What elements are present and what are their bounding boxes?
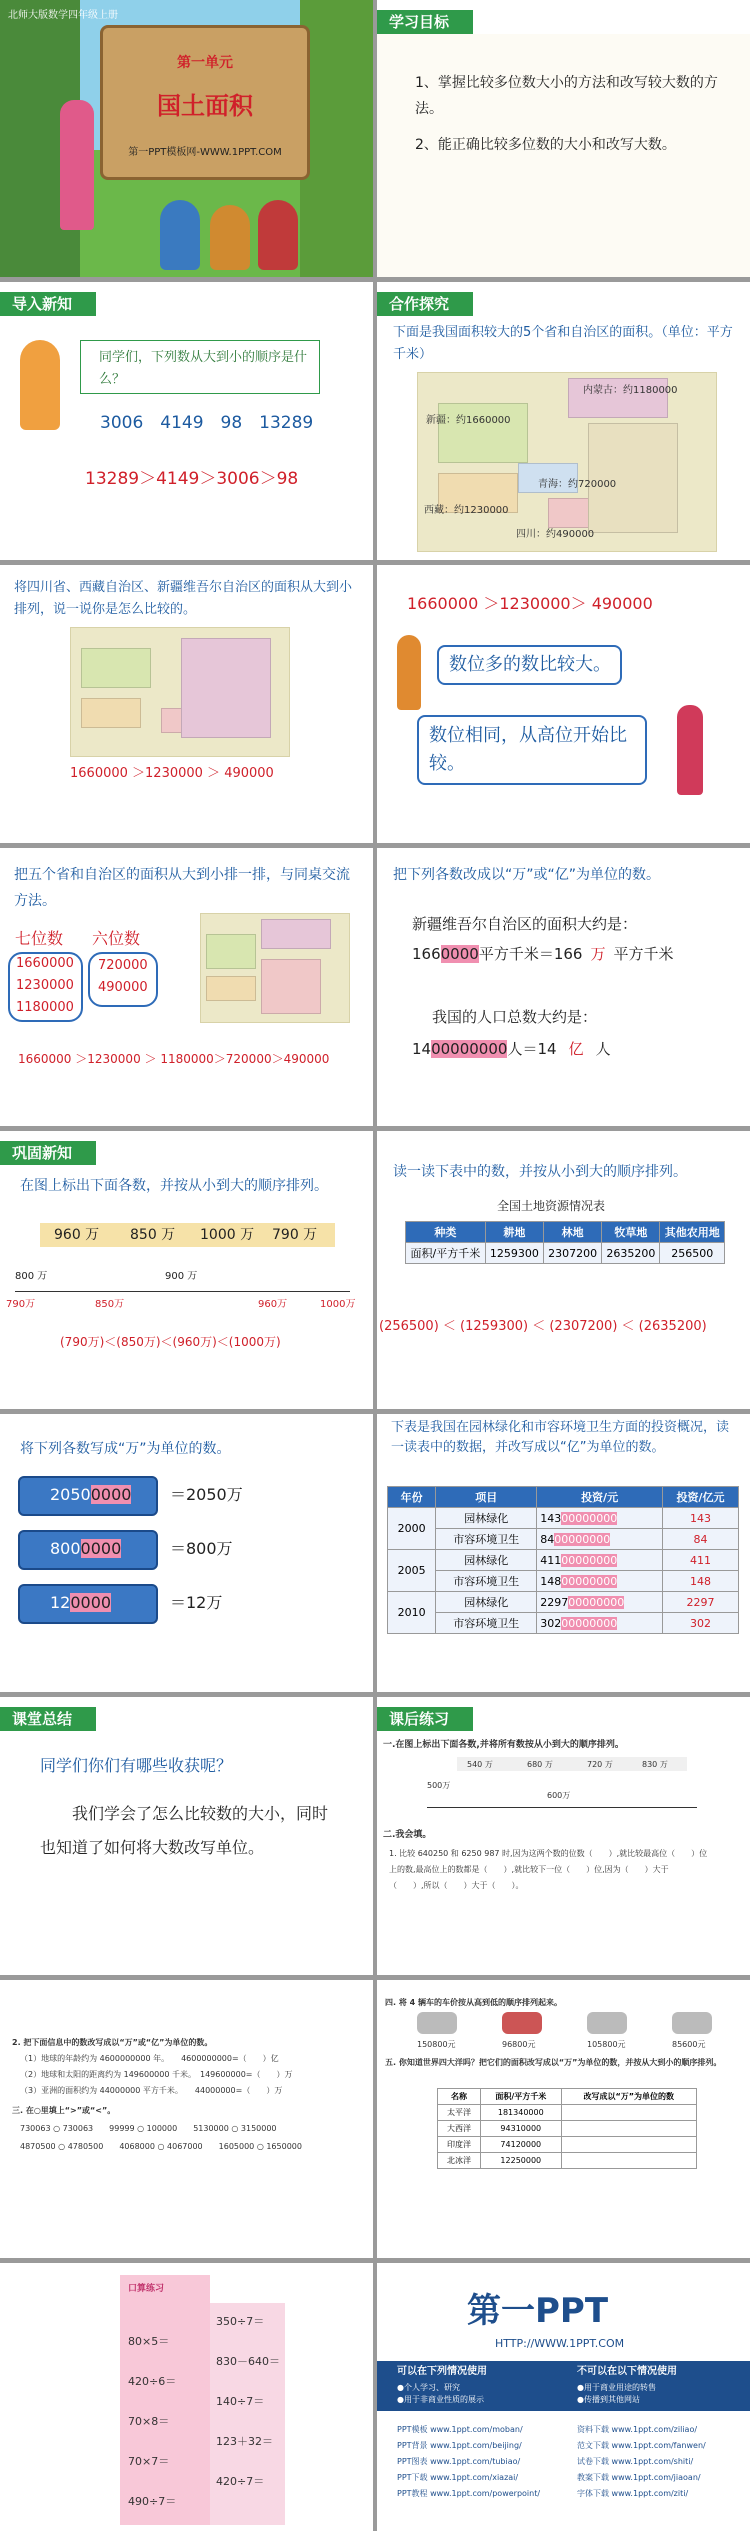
ws-line: （3）亚洲的面积约为 44000000 平方千米。 44000000=（ ）万 — [20, 2086, 283, 2095]
table-text: 读一读下表中的数，并按从小到大的顺序排列。 — [393, 1164, 687, 1180]
sort-text: 把五个省和自治区的面积从大到小排一排，与同桌交流方法。 — [14, 867, 350, 909]
ws-line: （ ）,所以（ ）大于（ ）。 — [389, 1881, 524, 1890]
footer-link[interactable]: PPT背景 www.1ppt.com/beijing/ — [397, 2441, 522, 2450]
sort-answer: 1660000 ＞1230000 ＞ 1180000＞720000＞490000 — [18, 1052, 330, 1066]
slide-objectives — [377, 0, 750, 277]
calc-item: 140÷7＝ — [216, 2395, 265, 2408]
tree-right — [300, 0, 373, 277]
line-1: 新疆维吾尔自治区的面积大约是： — [412, 915, 638, 933]
slide-homework-2 — [0, 1980, 373, 2258]
table-header: 面积/平方千米 — [481, 2089, 561, 2105]
footer-link[interactable]: 试卷下载 www.1ppt.com/shiti/ — [577, 2457, 694, 2466]
mark-label: 960万 — [258, 1299, 288, 1310]
table-cell: 面积/平方千米 — [406, 1243, 486, 1264]
section-header: 合作探究 — [377, 292, 473, 316]
table-caption: 全国土地资源情况表 — [497, 1199, 606, 1213]
table-cell: 74120000 — [481, 2137, 561, 2153]
speech-bubble-1 — [437, 645, 622, 685]
land-table — [405, 1221, 725, 1264]
label-sichuan: 四川：约490000 — [516, 529, 595, 540]
mark-label: 1000万 — [320, 1299, 356, 1310]
car-icon — [672, 2012, 712, 2034]
value-item: 1000 万 — [200, 1227, 255, 1243]
calc-item: 420÷6＝ — [128, 2375, 177, 2388]
compare-top: 1660000 ＞1230000＞ 490000 — [407, 594, 653, 613]
zero-part: 0000 — [80, 1539, 122, 1558]
wan-answer: ＝12万 — [170, 1593, 223, 1612]
value-item: 790 万 — [272, 1227, 318, 1243]
table-cell: 大西洋 — [438, 2121, 481, 2137]
bubble-text-1: 数位多的数比较大。 — [449, 654, 611, 675]
rewrite-text: 把下列各数改成以“万”或“亿”为单位的数。 — [393, 867, 661, 883]
equal-part: 平方千米＝166 — [478, 945, 583, 963]
car-icon — [587, 2012, 627, 2034]
order-item: (2635200) — [638, 1319, 707, 1334]
number-line — [15, 1291, 350, 1292]
num-part: 2050 — [50, 1485, 91, 1504]
table-cell: 256500 — [660, 1243, 725, 1264]
footer-link[interactable]: 范文下载 www.1ppt.com/fanwen/ — [577, 2441, 706, 2450]
ws-line: 二.我会填。 — [383, 1830, 432, 1840]
slide-compare-1 — [0, 565, 373, 843]
ws-line: 730063 ○ 730063 99999 ○ 100000 5130000 ○ 3150000 — [20, 2124, 277, 2133]
ws-line: 一.在图上标出下面各数,并将所有数按从小到大的顺序排列。 — [383, 1740, 624, 1750]
goal-1: 1、掌握比较多位数大小的方法和改写较大数的方法。 — [415, 75, 718, 117]
mark-label: 790万 — [6, 1299, 36, 1310]
wan-answer: ＝800万 — [170, 1539, 233, 1558]
num-part: 12 — [50, 1593, 71, 1612]
table-cell: 148 — [662, 1571, 738, 1592]
slide-oral-calc — [0, 2263, 373, 2531]
table-cell: 2010 — [388, 1592, 436, 1634]
usage-item: ●用于商业用途的转售 — [577, 2383, 656, 2392]
group-1-head: 七位数 — [15, 929, 64, 948]
table-cell: 2000 — [388, 1508, 436, 1550]
card-header: 口算练习 — [128, 2284, 165, 2294]
table-header: 投资/亿元 — [662, 1487, 738, 1508]
slide-invest — [377, 1414, 750, 1692]
group-2-head: 六位数 — [92, 929, 141, 948]
table-cell: 市容环境卫生 — [436, 1571, 537, 1592]
group-2-box — [88, 952, 158, 1007]
footer-link[interactable]: PPT图表 www.1ppt.com/tubiao/ — [397, 2457, 521, 2466]
table-cell: 2307200 — [544, 1243, 602, 1264]
order-item: (256500) — [379, 1319, 439, 1334]
region-xinjiang — [81, 648, 151, 688]
ws-strip — [457, 1757, 687, 1771]
zero-part: 0000 — [90, 1485, 132, 1504]
ws-line: （1）地球的年龄约为 4600000000 年。 4600000000=（ ）亿 — [20, 2054, 279, 2063]
region-xizang — [81, 698, 141, 728]
label-qinghai: 青海：约720000 — [538, 479, 617, 490]
calc-item: 420÷7＝ — [216, 2475, 265, 2488]
value-item: 850 万 — [130, 1227, 176, 1243]
table-cell: 园林绿化 — [436, 1508, 537, 1529]
slide-wan — [0, 1414, 373, 1692]
table-cell: 太平洋 — [438, 2105, 481, 2121]
car-price: 105800元 — [587, 2040, 626, 2049]
slide-practice-1 — [0, 1131, 373, 1409]
table-cell: 143 — [540, 1511, 562, 1525]
calc-item: 70×8＝ — [128, 2415, 170, 2428]
usage-forbidden: 不可以在以下情况使用 — [577, 2366, 677, 2377]
table-cell: 84 — [662, 1529, 738, 1550]
value-strip — [40, 1223, 335, 1247]
car-icon — [417, 2012, 457, 2034]
zero-part: 0000 — [440, 945, 479, 963]
car-price: 85600元 — [672, 2040, 706, 2049]
calc-item: 80×5＝ — [128, 2335, 170, 2348]
order-item: (2307200) — [549, 1319, 618, 1334]
brand-logo: 第一PPT — [467, 2291, 609, 2331]
child-figure — [160, 200, 200, 270]
table-cell: 12250000 — [481, 2153, 561, 2169]
footer-link[interactable]: 资料下载 www.1ppt.com/ziliao/ — [577, 2425, 698, 2434]
footer-link[interactable]: 字体下载 www.1ppt.com/ziti/ — [577, 2489, 689, 2498]
table-cell: 94310000 — [481, 2121, 561, 2137]
table-header: 林地 — [544, 1222, 602, 1243]
table-cell: 143 — [662, 1508, 738, 1529]
value-item: 680 万 — [527, 1760, 553, 1769]
child-figure — [258, 200, 298, 270]
section-header: 导入新知 — [0, 292, 96, 316]
table-cell: 2297 — [540, 1595, 569, 1609]
teacher-figure — [60, 100, 94, 230]
number-card — [18, 1584, 158, 1624]
card-left — [120, 2275, 210, 2525]
region-xinjiang — [206, 934, 256, 969]
explore-text: 下面是我国面积较大的5个省和自治区的面积。（单位：平方千米） — [393, 325, 733, 362]
compare-text: 将四川省、西藏自治区、新疆维吾尔自治区的面积从大到小排列，说一说你是怎么比较的。 — [14, 580, 353, 617]
ws-line: （2）地球和太阳的距离约为 149600000 千米。 149600000=（ ）万 — [20, 2070, 293, 2079]
child-figure — [210, 205, 250, 270]
num-part: 14 — [412, 1040, 432, 1058]
table-header: 耕地 — [485, 1222, 543, 1243]
car-icon — [502, 2012, 542, 2034]
group-1-item: 1230000 — [16, 978, 74, 993]
table-header: 项目 — [436, 1487, 537, 1508]
land-order: (256500) ＜ (1259300) ＜ (2307200) ＜ (2635200) — [379, 1319, 707, 1334]
value-item: 960 万 — [54, 1227, 100, 1243]
section-header: 课后练习 — [377, 1707, 473, 1731]
slide-title — [0, 0, 373, 277]
table-cell: 印度洋 — [438, 2137, 481, 2153]
usage-bar — [377, 2361, 750, 2411]
line-4 — [412, 1038, 611, 1060]
table-cell: 302 — [662, 1613, 738, 1634]
line-2 — [412, 943, 674, 965]
order-item: (1259300) — [460, 1319, 529, 1334]
calc-item: 490÷7＝ — [128, 2495, 177, 2508]
tick-label: 900 万 — [165, 1271, 198, 1282]
practice-text: 在图上标出下面各数，并按从小到大的顺序排列。 — [20, 1178, 328, 1194]
table-cell: 2635200 — [602, 1243, 660, 1264]
equal-part: 人＝14 — [507, 1040, 557, 1058]
wan-text: 将下列各数写成“万”为单位的数。 — [20, 1441, 231, 1457]
compare-answer: 1660000 ＞1230000 ＞ 490000 — [70, 766, 274, 781]
slide-homework-3 — [377, 1980, 750, 2258]
unit-label: 第一单元 — [177, 55, 233, 71]
label-xizang: 西藏：约1230000 — [424, 505, 509, 516]
site-label: 第一PPT模板网-WWW.1PPT.COM — [128, 147, 282, 158]
table-header: 其他农用地 — [660, 1222, 725, 1243]
calc-item: 70×7＝ — [128, 2455, 170, 2468]
table-cell: 园林绿化 — [436, 1550, 537, 1571]
section-header: 课堂总结 — [0, 1707, 96, 1731]
group-1-box — [8, 952, 83, 1022]
footer-link[interactable]: PPT下载 www.1ppt.com/xiazai/ — [397, 2473, 519, 2482]
mark-label: 850万 — [95, 1299, 125, 1310]
slide-brand — [377, 2263, 750, 2531]
table-cell: 148 — [540, 1574, 562, 1588]
slide-land-table — [377, 1131, 750, 1409]
table-cell: 181340000 — [481, 2105, 561, 2121]
summary-answer: 我们学会了怎么比较数的大小，同时也知道了如何将大数改写单位。 — [40, 1804, 329, 1857]
table-cell: 302 — [540, 1616, 562, 1630]
corner-label: 北师大版数学四年级上册 — [8, 10, 118, 21]
table-header: 名称 — [438, 2089, 481, 2105]
teacher-figure — [20, 340, 60, 430]
table-cell: 411 — [662, 1550, 738, 1571]
car-price: 96800元 — [502, 2040, 536, 2049]
num-part: 800 — [50, 1539, 81, 1558]
slide-summary — [0, 1697, 373, 1975]
num-part: 166 — [412, 945, 441, 963]
china-map-small — [200, 913, 350, 1023]
group-1-item: 1660000 — [16, 956, 74, 971]
unit-part: 平方千米 — [613, 945, 674, 963]
usage-item: ●个人学习、研究 — [397, 2383, 460, 2392]
tick-label: 500万 — [427, 1781, 451, 1790]
slide-rewrite — [377, 848, 750, 1126]
brand-url[interactable]: HTTP://WWW.1PPT.COM — [495, 2337, 625, 2350]
ws-line: 1. 比较 640250 和 6250 987 时,因为这两个数的位数（ ）,就比较最高位（ ）位 — [389, 1849, 708, 1858]
china-map — [417, 372, 717, 552]
goal-2: 2、能正确比较多位数的大小和改写大数。 — [415, 137, 676, 153]
region-xizang — [206, 976, 256, 1001]
table-header: 牧草地 — [602, 1222, 660, 1243]
table-cell: 园林绿化 — [436, 1592, 537, 1613]
calc-item: 830－640＝ — [216, 2355, 280, 2368]
table-header: 年份 — [388, 1487, 436, 1508]
group-1-item: 1180000 — [16, 1000, 74, 1015]
table-header: 种类 — [406, 1222, 486, 1243]
value-item: 720 万 — [587, 1760, 613, 1769]
value-item: 540 万 — [467, 1760, 493, 1769]
invest-table: 年份 项目 投资/元 投资/亿元 2000 园林绿化 14300000000 143 市容环境卫生 8400000000 84 2005 园林绿化 41100000000 411 市容环境卫生 14800000000 148 2010 园林绿化 229700000000 2297 市容环境卫生 30200000000 302 — [387, 1486, 739, 1634]
usage-item: ●用于非商业性质的展示 — [397, 2395, 484, 2404]
car-price: 150800元 — [417, 2040, 456, 2049]
number-card — [18, 1530, 158, 1570]
number-card — [18, 1476, 158, 1516]
slide-sort — [0, 848, 373, 1126]
label-neimenggu: 内蒙古：约1180000 — [583, 385, 678, 396]
wan-answer: ＝2050万 — [170, 1485, 243, 1504]
ws-line: 4870500 ○ 4780500 4068000 ○ 4067000 1605000 ○ 1650000 — [20, 2142, 302, 2151]
summary-question: 同学们你们有哪些收获呢？ — [40, 1756, 233, 1775]
zero-part: 00000000 — [431, 1040, 508, 1058]
footer-link[interactable]: PPT教程 www.1ppt.com/powerpoint/ — [397, 2489, 541, 2498]
region-east — [261, 959, 321, 1014]
girl-figure — [677, 705, 703, 795]
calc-item: 350÷7＝ — [216, 2315, 265, 2328]
line-3: 我国的人口总数大约是： — [432, 1008, 598, 1026]
slide-title-text: 国土面积 — [157, 92, 253, 120]
practice-order: (790万)＜(850万)＜(960万)＜(1000万) — [60, 1335, 281, 1349]
table-header: 改写成以“万”为单位的数 — [561, 2089, 696, 2105]
answer-order: 13289＞4149＞3006＞98 — [85, 469, 299, 489]
card-right — [210, 2303, 285, 2525]
group-2-item: 490000 — [98, 980, 148, 995]
table-cell: 2005 — [388, 1550, 436, 1592]
ocean-table — [437, 2088, 697, 2169]
slide-compare-2 — [377, 565, 750, 843]
usage-item: ●传播到其他网站 — [577, 2395, 640, 2404]
value-item: 830 万 — [642, 1760, 668, 1769]
table-cell: 市容环境卫生 — [436, 1529, 537, 1550]
ws-line: 2. 把下面信息中的数改写成以“万”或“亿”为单位的数。 — [12, 2038, 213, 2047]
unit-answer: 亿 — [568, 1040, 584, 1058]
usage-allowed: 可以在下列情况使用 — [397, 2366, 487, 2377]
group-2-item: 720000 — [98, 958, 148, 973]
bubble-text-2: 数位相同，从高位开始比较。 — [429, 725, 627, 774]
footer-link[interactable]: 教案下载 www.1ppt.com/jiaoan/ — [577, 2473, 701, 2482]
number-line — [427, 1807, 697, 1808]
zero-part: 0000 — [70, 1593, 112, 1612]
tick-label: 600万 — [547, 1791, 571, 1800]
ws-line: 四. 将 4 辆车的车价按从高到低的顺序排列起来。 — [385, 1998, 562, 2007]
china-map-small — [70, 627, 290, 757]
section-header: 巩固新知 — [0, 1141, 96, 1165]
table-cell: 北冰洋 — [438, 2153, 481, 2169]
table-header: 投资/元 — [537, 1487, 663, 1508]
table-cell: 市容环境卫生 — [436, 1613, 537, 1634]
region-neimenggu — [261, 919, 331, 949]
table-cell: 84 — [540, 1532, 555, 1546]
label-xinjiang: 新疆：约1660000 — [426, 415, 511, 426]
tick-label: 800 万 — [15, 1271, 48, 1282]
boy-figure — [397, 635, 421, 710]
ws-line: 三. 在○里填上“>”或“<”。 — [12, 2106, 116, 2115]
slide-intro — [0, 282, 373, 560]
table-cell: 411 — [540, 1553, 562, 1567]
question-bubble — [80, 340, 320, 394]
speech-bubble-2 — [417, 715, 647, 785]
slide-homework-1 — [377, 1697, 750, 1975]
unit-part: 人 — [595, 1040, 611, 1058]
number-list: 3006 4149 98 13289 — [100, 413, 314, 433]
calc-item: 123＋32＝ — [216, 2435, 273, 2448]
section-header: 学习目标 — [377, 10, 473, 34]
ws-line: 上的数,最高位上的数都是（ ）,就比较下一位（ ）位,因为（ ）大于 — [389, 1865, 669, 1874]
table-cell: 2297 — [662, 1592, 738, 1613]
ws-line: 五. 你知道世界四大洋吗？把它们的面积改写成以“万”为单位的数，并按从大到小的顺序排列。 — [385, 2058, 722, 2067]
region-east — [181, 638, 271, 738]
wood-sign — [100, 25, 310, 180]
unit-answer: 万 — [590, 945, 606, 963]
footer-link[interactable]: PPT模板 www.1ppt.com/moban/ — [397, 2425, 523, 2434]
table-cell: 1259300 — [485, 1243, 543, 1264]
invest-text: 下表是我国在园林绿化和市容环境卫生方面的投资概况，读一读表中的数据，并改写成以“亿”为单位的数。 — [391, 1420, 730, 1455]
slide-explore — [377, 282, 750, 560]
question-text: 同学们，下列数从大到小的顺序是什么？ — [99, 350, 308, 387]
